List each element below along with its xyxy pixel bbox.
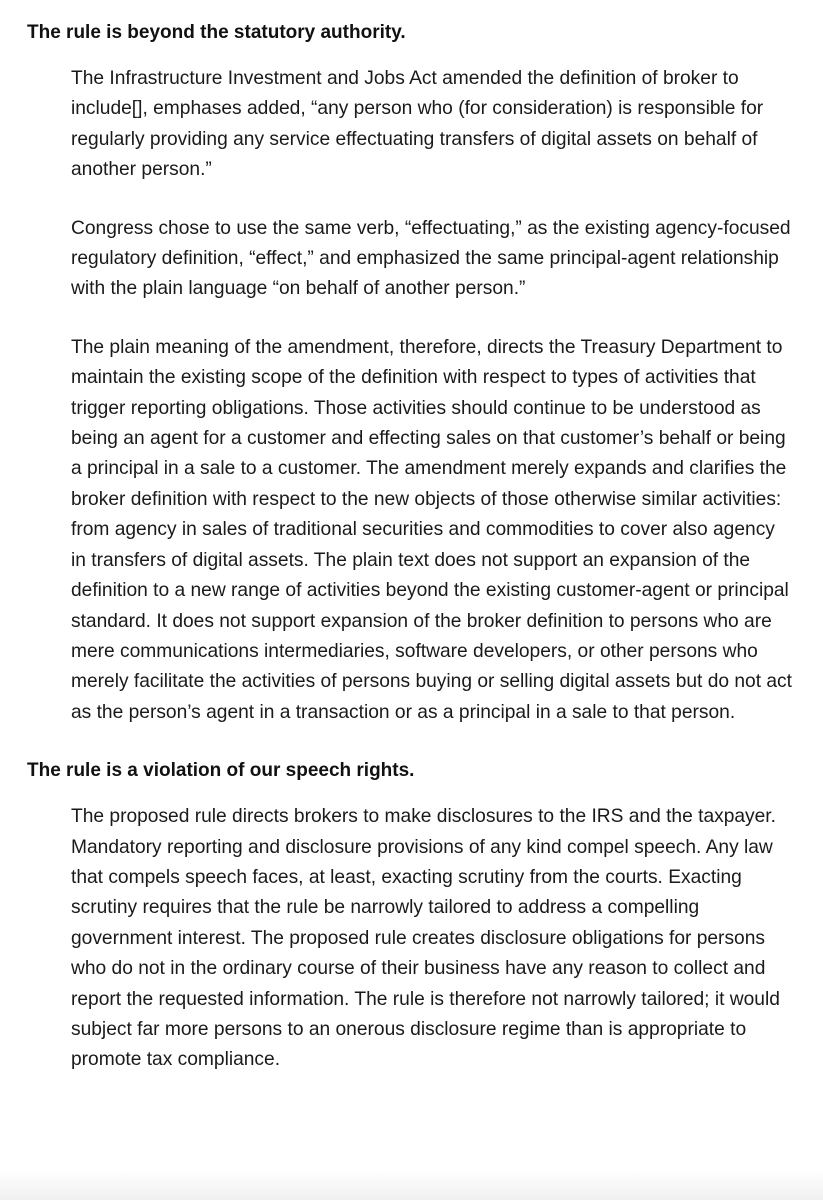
paragraph: The plain meaning of the amendment, therefore, directs the Treasury Department to maintain the existing scope of the definition with respect to types of activities that trigger reporting obligations. Those activities should continue to be understood as being an agent for a customer and effecting sales on that customer’s behalf or being a principal in a sale to a customer. The amendment merely expands and clarifies the broker definition with respect to the new objects of those otherwise similar activities: from agency in sales of traditional securities and commodities to cover also agency in transfers of digital assets. The plain text does not support an expansion of the definition to a new range of activities beyond the existing customer-agent or principal standard. It does not support expansion of the broker definition to persons who are mere communications intermediaries, software developers, or other persons who merely facilitate the activities of persons buying or selling digital assets but do not act as the person’s agent in a transaction or as a principal in a sale to that person.: [71, 336, 792, 723]
section-heading: The rule is beyond the statutory authority.: [27, 22, 406, 43]
paragraph: The proposed rule directs brokers to make disclosures to the IRS and the taxpayer. Mandatory reporting and disclosure provisions of any kind compel speech. Any law that compels speech faces, at least, exacting scrutiny from the courts. Exacting scrutiny requires that the rule be narrowly tailored to address a compelling government interest. The proposed rule creates disclosure obligations for persons who do not in the ordinary course of their business have any reason to collect and report the requested information. The rule is therefore not narrowly tailored; it would subject far more persons to an onerous disclosure regime than is appropriate to promote tax compliance.: [71, 806, 780, 1071]
section-speech-rights: [27, 756, 793, 1076]
section-heading: The rule is a violation of our speech rights.: [27, 760, 415, 782]
paragraph: Congress chose to use the same verb, “effectuating,” as the existing agency-focused regulatory definition, “effect,” and emphasized the same principal-agent relationship with the plain language “on behalf of another person.”: [71, 217, 791, 300]
section-statutory-authority: [27, 18, 793, 728]
paragraph: The Infrastructure Investment and Jobs Act amended the definition of broker to include[], emphases added, “any person who (for consideration) is responsible for regularly providing any service effectuating transfers of digital assets on behalf of another person.”: [71, 68, 764, 181]
